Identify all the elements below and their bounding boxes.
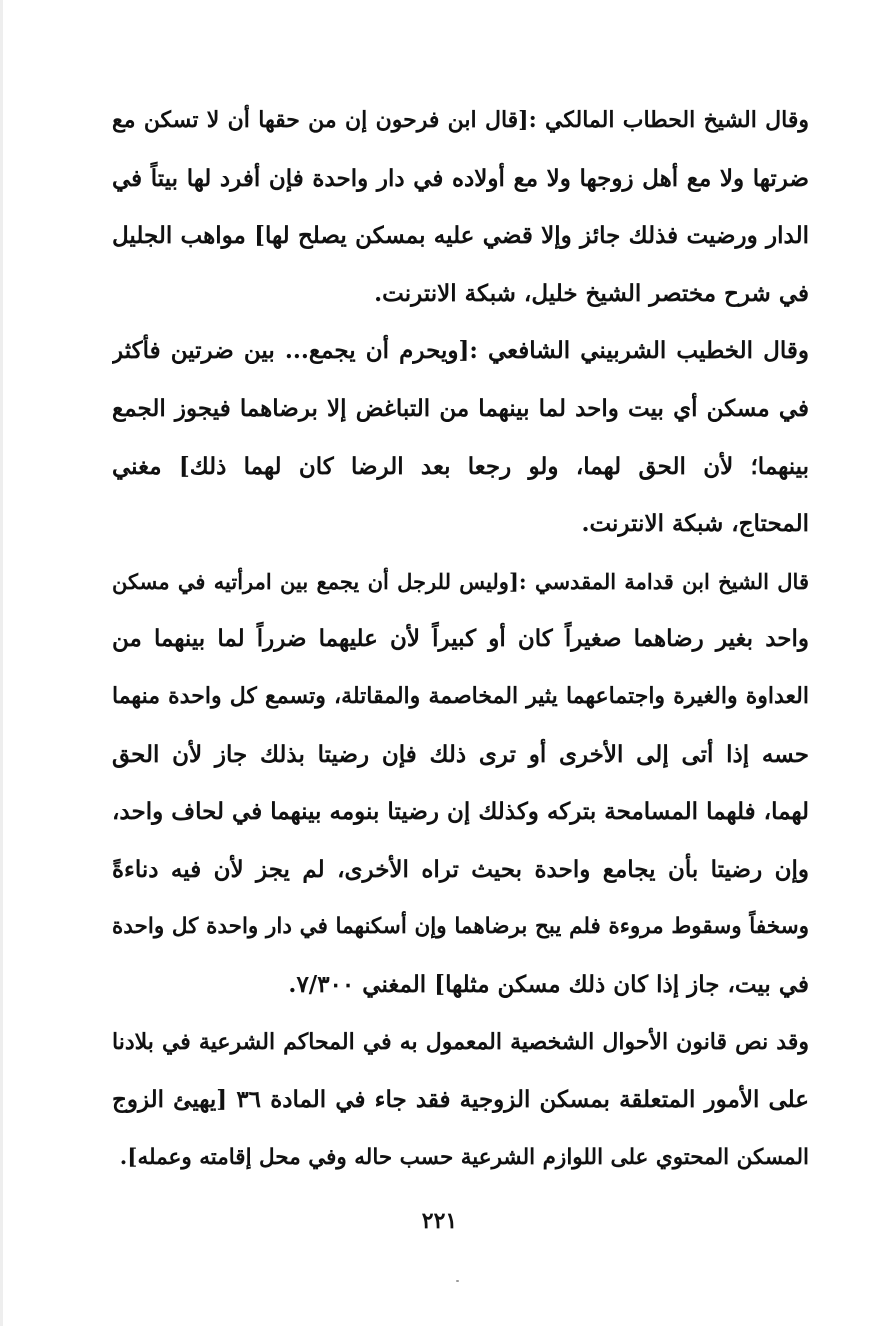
text-line: العداوة والغيرة واجتماعهما يثير المخاصمة والمقاتلة، وتسمع كل واحدة منهما bbox=[112, 682, 809, 709]
scan-speck bbox=[456, 1280, 459, 1282]
page-edge-shadow bbox=[0, 0, 3, 1326]
text-line: وإن رضيتا بأن يجامع واحدة بحيث تراه الأخرى، لم يجز لأن فيه دناءةً bbox=[112, 855, 809, 883]
text-line: المحتاج، شبكة الانترنت. bbox=[581, 510, 809, 538]
paragraph-ibn-qudama-quote bbox=[112, 553, 809, 1014]
text-line: في بيت، جاز إذا كان ذلك مسكن مثلها] المغني ٧/٣٠٠. bbox=[288, 970, 809, 998]
text-line: الدار ورضيت فذلك جائز وإلا قضي عليه بمسكن يصلح لها] مواهب الجليل bbox=[112, 222, 809, 250]
paragraph-hattab-quote bbox=[112, 92, 809, 322]
paragraph-personal-status-law bbox=[112, 1014, 809, 1187]
text-line: بينهما؛ لأن الحق لهما، ولو رجعا بعد الرضا كان لهما ذلك] مغني bbox=[112, 452, 809, 480]
page-number: ٢٢١ bbox=[421, 1208, 458, 1234]
text-line: وسخفاً وسقوط مروءة فلم يبح برضاهما وإن أسكنهما في دار واحدة كل واحدة bbox=[112, 914, 809, 940]
text-line: المسكن المحتوي على اللوازم الشرعية حسب حاله وفي محل إقامته وعمله]. bbox=[119, 1144, 809, 1170]
text-line: في شرح مختصر الشيخ خليل، شبكة الانترنت. bbox=[374, 279, 809, 307]
text-line: لهما، فلهما المسامحة بتركه وكذلك إن رضيتا بنومه بينهما في لحاف واحد، bbox=[112, 798, 809, 826]
text-line: واحد بغير رضاهما صغيراً كان أو كبيراً لأن عليهما ضرراً لما بينهما من bbox=[112, 625, 809, 653]
text-line: وقال الخطيب الشربيني الشافعي :[ويحرم أن يجمع... بين ضرتين فأكثر bbox=[112, 337, 809, 365]
text-line: قال الشيخ ابن قدامة المقدسي :[وليس للرجل أن يجمع بين امرأتيه في مسكن bbox=[112, 568, 809, 594]
text-line: على الأمور المتعلقة بمسكن الزوجية فقد جاء في المادة ٣٦ [يهيئ الزوج bbox=[112, 1086, 809, 1114]
text-line: ضرتها ولا مع أهل زوجها ولا مع أولاده في دار واحدة فإن أفرد لها بيتاً في bbox=[112, 164, 809, 192]
text-line: وقال الشيخ الحطاب المالكي :[قال ابن فرحون إن من حقها أن لا تسكن مع bbox=[112, 107, 809, 133]
text-line: حسه إذا أتى إلى الأخرى أو ترى ذلك فإن رضيتا بذلك جاز لأن الحق bbox=[112, 740, 809, 768]
text-line: وقد نص قانون الأحوال الشخصية المعمول به في المحاكم الشرعية في بلادنا bbox=[112, 1028, 809, 1055]
text-line: في مسكن أي بيت واحد لما بينهما من التباغض إلا برضاهما فيجوز الجمع bbox=[112, 394, 809, 422]
paragraph-shirbini-quote bbox=[112, 322, 809, 552]
body-text bbox=[112, 92, 809, 1186]
